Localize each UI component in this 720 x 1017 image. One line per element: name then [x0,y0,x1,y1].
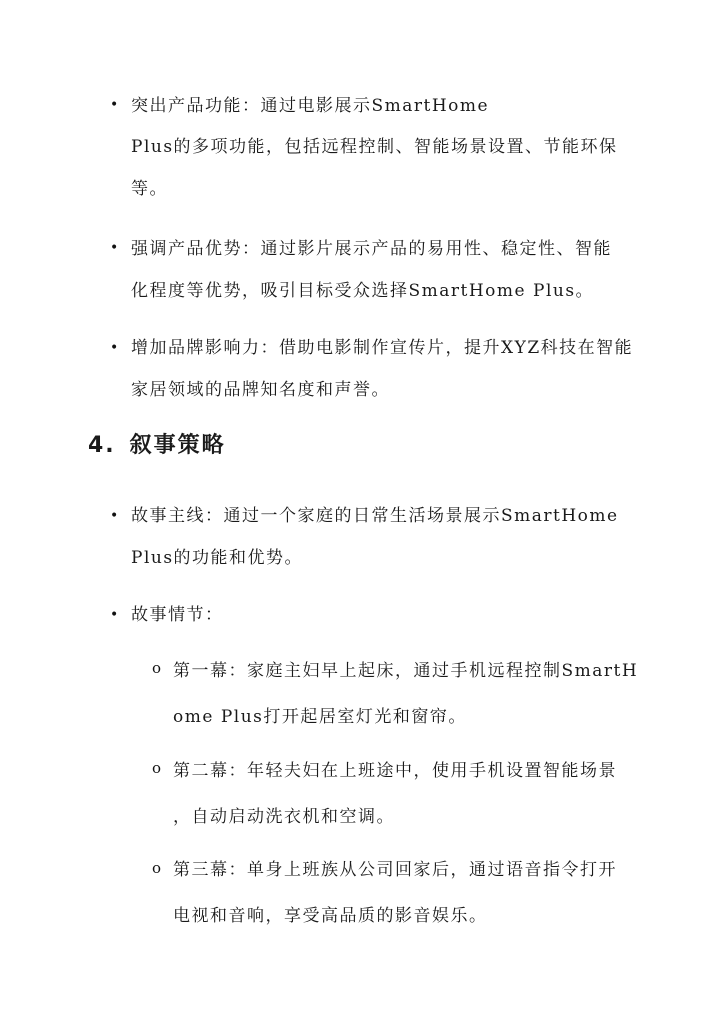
goal-1-line-3: 等。 [131,179,168,199]
goal-3-line-2: 家居领域的品牌知名度和声誉。 [131,380,390,400]
act-3-line-1: 第三幕：单身上班族从公司回家后，通过语音指令打开 [173,860,617,880]
goal-1-line-1: 突出产品功能：通过电影展示SmartHome [131,96,490,116]
section-heading [88,428,226,459]
sub-bullet-marker: o [152,859,162,877]
act-3-line-2: 电视和音响，享受高品质的影音娱乐。 [173,906,488,926]
narrative-1-line-2: Plus的功能和优势。 [131,548,304,568]
goal-1-line-2: Plus的多项功能，包括远程控制、智能场景设置、节能环保 [131,137,618,157]
sub-bullet-marker: o [152,759,162,777]
act-2-line-2: ，自动启动洗衣机和空调。 [173,807,395,827]
sub-bullet-marker: o [152,659,162,677]
goal-2-line-2: 化程度等优势，吸引目标受众选择SmartHome Plus。 [131,281,595,301]
narrative-2-line-1: 故事情节： [131,605,224,625]
section-number: 4. [88,433,116,458]
bullet-marker: • [110,607,119,623]
narrative-1-line-1: 故事主线：通过一个家庭的日常生活场景展示SmartHome [131,506,619,526]
bullet-marker: • [110,240,119,256]
bullet-marker: • [110,508,119,524]
act-2-line-1: 第二幕：年轻夫妇在上班途中，使用手机设置智能场景 [173,761,617,781]
goal-2-line-1: 强调产品优势：通过影片展示产品的易用性、稳定性、智能 [131,239,612,259]
section-title: 叙事策略 [129,433,226,458]
goal-3-line-1: 增加品牌影响力：借助电影制作宣传片，提升XYZ科技在智能 [131,338,634,358]
act-1-line-2: ome Plus打开起居室灯光和窗帘。 [173,707,467,727]
bullet-marker: • [110,340,119,356]
act-1-line-1: 第一幕：家庭主妇早上起床，通过手机远程控制SmartH [173,661,639,681]
bullet-marker: • [110,97,119,113]
